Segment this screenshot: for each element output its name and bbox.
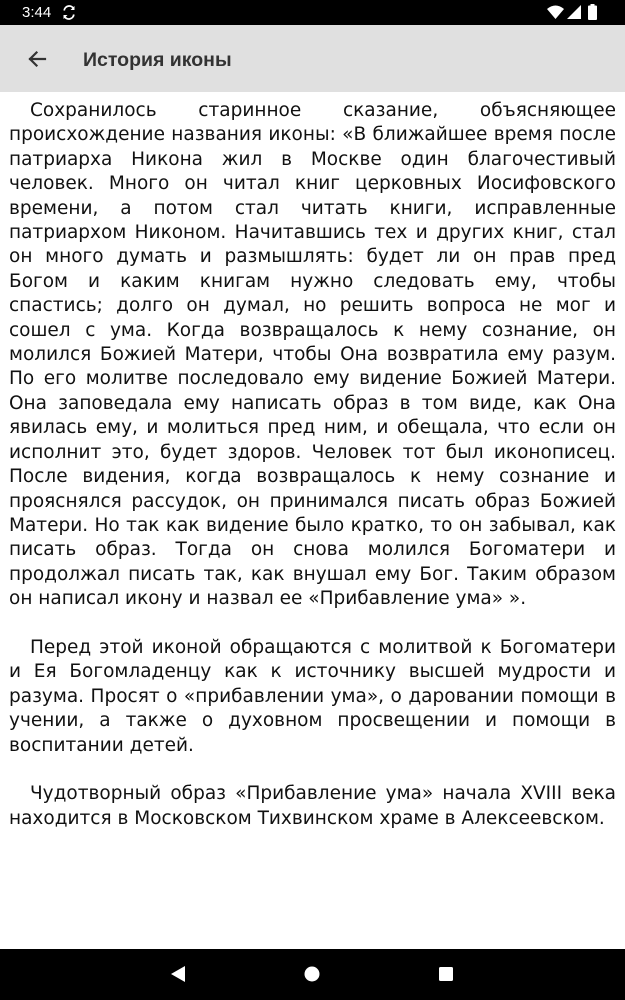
status-time: 3:44 [22,4,52,21]
paragraph-prayer: Перед этой иконой обращаются с молитвой к Богоматери и Ея Богомладенцу как к источнику высшей мудрости и разума. Просят о «прибавлении ума», о даровании помощи в учении, а также о духовном просвещении и помощи в воспитании детей. [9,636,616,756]
paragraph-location: Чудотворный образ «Прибавление ума» начала XVIII века находится в Московском Тихвинском храме в Алексеевском. [9,783,616,829]
arrow-back-icon [27,49,47,69]
status-bar [0,0,625,25]
nav-recents-icon[interactable] [439,967,453,981]
article-content[interactable] [9,99,616,831]
app-bar [0,25,625,92]
signal-icon [567,5,581,19]
nav-home-icon[interactable] [304,966,320,982]
paragraph-legend: Сохранилось старинное сказание, объясняющее происхождение названия иконы: «В ближайшее время после патриарха Никона жил в Москве один благочестивый человек. Много он читал книг церковных Иосифовского времени, а потом стал читать книги, исправленные патриархом Никоном. Начитавшись тех и других книг, стал он много думать и размышлять: будет ли он прав пред Богом и каким книгам нужно следовать ему, чтобы спастись; долго он думал, но решить вопроса не мог и сошел с ума. Когда возвращалось к нему сознание, он молился Божией Матери, чтобы Она возвратила ему разум. По его молитве последовало ему видение Божией Матери. Она заповедала ему написать образ в том виде, как Она явилась ему, и молиться пред ним, и обещала, что если он исполнит это, будет здоров. Человек тот был иконописец. После видения, когда возвращалось к нему сознание и прояснялся рассудок, он принимался писать образ Божией Матери. Но так как видение было кратко, то он забывал, как писать образ. Тогда он снова молился Богоматери и продолжал писать так, как внушал ему Бог. Таким образом он написал икону и назвал ее «Прибавление ума» ». [9,100,616,610]
battery-icon [588,4,597,20]
navigation-bar [0,949,625,1000]
page-title: История иконы [83,49,232,71]
sync-icon [62,5,76,20]
wifi-icon [547,5,564,19]
nav-back-icon[interactable] [170,965,186,983]
back-button[interactable] [20,42,54,76]
